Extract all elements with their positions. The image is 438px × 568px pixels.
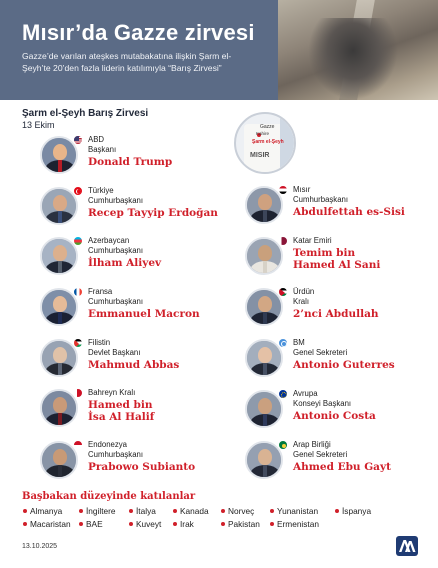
bahrain-flag-icon — [73, 388, 83, 398]
azerbaijan-flag-icon — [73, 236, 83, 246]
publish-date: 13.10.2025 — [22, 543, 58, 550]
leader-name: Emmanuel Macron — [88, 308, 200, 320]
map-label-country: MISIR — [250, 152, 270, 159]
eu-flag-icon — [278, 389, 288, 399]
map-label-gaza: Gazze — [260, 124, 275, 130]
leader-card — [245, 339, 438, 385]
leader-name: Ahmed Ebu Gayt — [293, 461, 391, 473]
palestine-flag-icon — [73, 338, 83, 348]
turkey-flag-icon — [73, 186, 83, 196]
leader-name: Antonio Costa — [293, 410, 376, 422]
header-photo — [278, 0, 438, 100]
leader-card — [245, 237, 438, 283]
location-map — [234, 112, 296, 174]
leader-name: Antonio Guterres — [293, 359, 395, 371]
leader-role: Türkiye Cumhurbaşkanı — [88, 186, 144, 205]
page-title: Mısır’da Gazze zirvesi — [22, 20, 255, 45]
leader-name: Donald Trump — [88, 156, 173, 168]
list-item: Kanada — [180, 506, 209, 516]
leader-card — [40, 288, 240, 334]
leader-role: Avrupa Konseyi Başkanı — [293, 389, 352, 408]
leader-role: ABD Başkanı — [88, 135, 117, 154]
leader-role: Filistin Devlet Başkanı — [88, 338, 141, 357]
leader-name: Mahmud Abbas — [88, 359, 180, 371]
list-item: İngiltere — [86, 506, 116, 516]
indonesia-flag-icon — [73, 440, 83, 450]
crowd-graphic — [308, 18, 398, 100]
summit-date: 13 Ekim — [22, 120, 55, 130]
list-item: İtalya — [136, 506, 156, 516]
list-item: Ermenistan — [277, 519, 319, 529]
leader-card — [245, 390, 438, 436]
leader-role: BM Genel Sekreteri — [293, 338, 348, 357]
france-flag-icon — [73, 287, 83, 297]
list-item: Macaristan — [30, 519, 71, 529]
leader-card — [245, 288, 438, 334]
leader-card — [40, 441, 240, 487]
header-banner — [0, 0, 438, 100]
map-label-cairo: Kahire — [256, 131, 270, 136]
leader-name: Hamed bin İsa Al Halif — [88, 399, 155, 423]
jordan-flag-icon — [278, 287, 288, 297]
qatar-flag-icon — [278, 236, 288, 246]
leader-name: Prabowo Subianto — [88, 461, 196, 473]
leader-role: Endonezya Cumhurbaşkanı — [88, 440, 144, 459]
leader-card — [40, 136, 240, 182]
list-item: İspanya — [342, 506, 372, 516]
list-item: Yunanistan — [277, 506, 319, 516]
leader-name: 2’nci Abdullah — [293, 308, 379, 320]
egypt-flag-icon — [278, 185, 288, 195]
leader-role: Azerbaycan Cumhurbaşkanı — [88, 236, 144, 255]
leader-card — [245, 186, 438, 232]
leader-name: Temim bin Hamed Al Sani — [293, 247, 381, 271]
summit-name: Şarm el-Şeyh Barış Zirvesi — [22, 108, 149, 119]
usa-flag-icon — [73, 135, 83, 145]
leader-role: Bahreyn Kralı — [88, 388, 136, 397]
arab-league-flag-icon — [278, 440, 288, 450]
page-subtitle: Gazze’de varılan ateşkes mutabakatına ilişkin Şarm el-Şeyh’te 20’den fazla liderin katılımıyla “Barış Zirvesi” — [22, 51, 232, 73]
leader-role: Arap Birliği Genel Sekreteri — [293, 440, 348, 459]
leader-role: Katar Emiri — [293, 236, 332, 245]
prime-ministers-title: Başbakan düzeyinde katılanlar — [22, 491, 196, 502]
list-item: Kuveyt — [136, 519, 162, 529]
list-item: Almanya — [30, 506, 63, 516]
leader-name: Recep Tayyip Erdoğan — [88, 207, 218, 219]
leader-name: İlham Aliyev — [88, 257, 162, 269]
leader-card — [245, 441, 438, 487]
leader-name: Abdulfettah es-Sisi — [293, 206, 405, 218]
list-item: Irak — [180, 519, 194, 529]
list-item: BAE — [86, 519, 103, 529]
leader-role: Ürdün Kralı — [293, 287, 315, 306]
leader-role: Mısır Cumhurbaşkanı — [293, 185, 349, 204]
map-label-sharm: Şarm el-Şeyh — [252, 139, 284, 145]
list-item: Pakistan — [228, 519, 260, 529]
aa-logo-icon — [396, 536, 418, 556]
leader-card — [40, 237, 240, 283]
list-item: Norveç — [228, 506, 255, 516]
un-flag-icon — [278, 338, 288, 348]
leader-card — [40, 187, 240, 233]
leader-card — [40, 339, 240, 385]
leader-role: Fransa Cumhurbaşkanı — [88, 287, 144, 306]
leader-card — [40, 389, 240, 435]
